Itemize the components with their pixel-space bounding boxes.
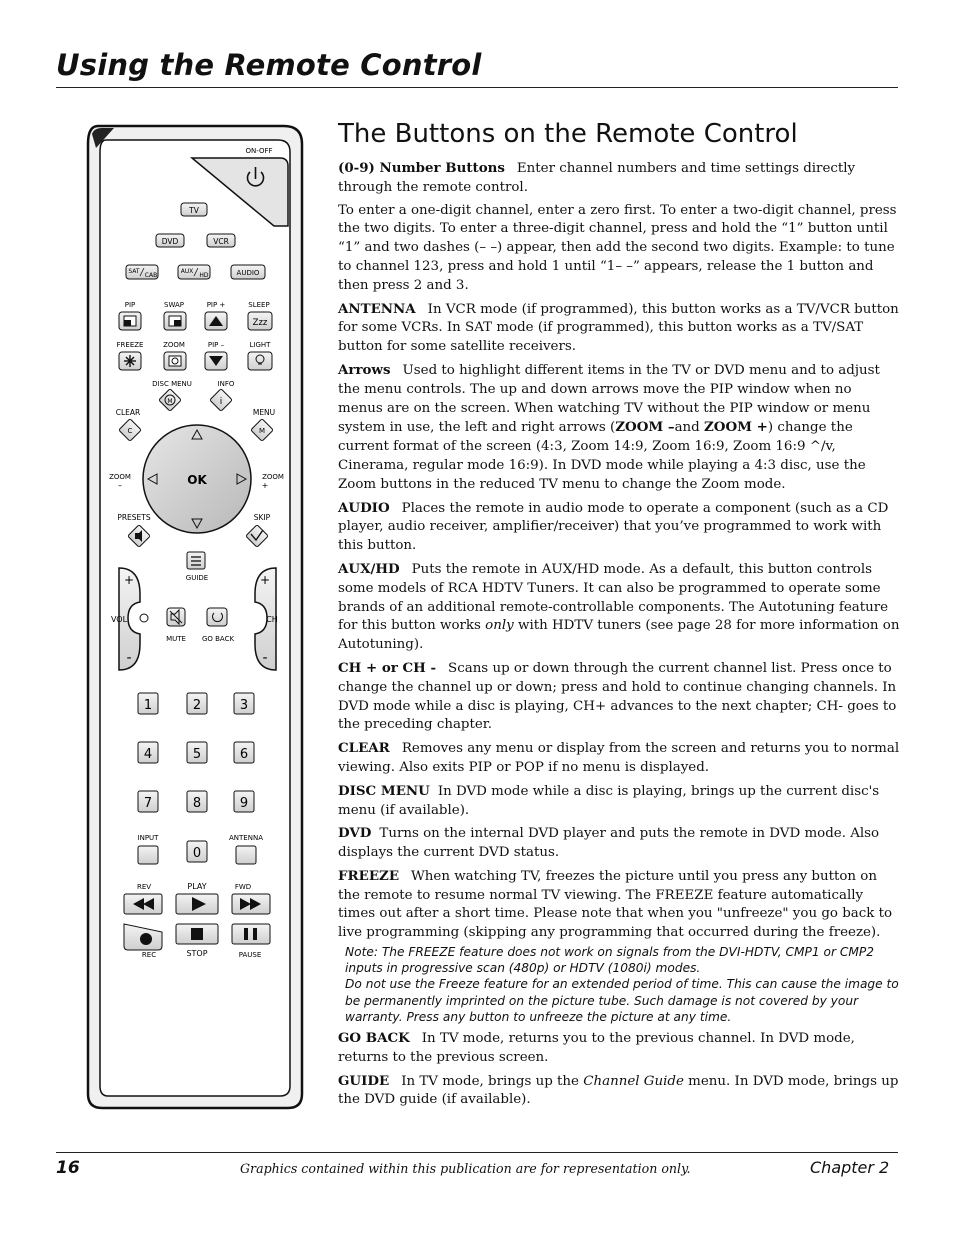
- rev-label: REV: [136, 883, 152, 891]
- aux-hd-entry: AUX/HD Puts the remote in AUX/HD mode. As a default, this button controls some models of RCA HDTV Tuners. It can also be programmed to operate some brands of an additional remote-controllable components. The Autotuning feature for this button works only with HDTV tuners (see page 28 for more information on Autotuning).: [338, 560, 900, 653]
- ch-entry: CH + or CH - Scans up or down through the current channel list. Press once to change the channel up or down; press and hold to continue changing channels. In DVD mode while a disc is playing, CH+ advances to the next chapter; CH- goes to the preceding chapter.: [338, 659, 897, 733]
- sat-cab-button[interactable]: [126, 265, 158, 279]
- digit-label: 8: [192, 796, 202, 811]
- footer-note: Graphics contained within this publication are for representation only.: [240, 1161, 691, 1176]
- guide-label: GUIDE: [185, 574, 209, 582]
- on-off-label: ON-OFF: [245, 147, 273, 155]
- vcr-button[interactable]: [207, 234, 235, 247]
- fwd-button[interactable]: [232, 894, 270, 914]
- svg-text:i: i: [219, 397, 223, 407]
- zoom-button[interactable]: [164, 352, 186, 370]
- zoom-plus-label: ZOOM: [262, 473, 284, 481]
- digit-9-button[interactable]: [234, 791, 254, 812]
- arrows-entry: Arrows Used to highlight different items in the TV or DVD menu and to adjust the menu controls. The up and down arrows move the PIP window when no menus are on the screen. When watching TV without the PIP window or menu system in use, the left and right arrows (ZOOM –and ZOOM +) change the current format of the screen (4:3, Zoom 14:9, Zoom 16:9, Zoom 16:9 ^/v, Cinerama, regular mode 16:9). In DVD mode while playing a 4:3 disc, use the Zoom buttons in the reduced TV menu to change the Zoom mode.: [338, 361, 880, 492]
- rec-label: REC: [141, 951, 157, 959]
- tv-button[interactable]: [181, 203, 207, 216]
- light-button[interactable]: [248, 352, 272, 370]
- svg-text:AUDIO: AUDIO: [236, 269, 260, 277]
- skip-label: SKIP: [253, 513, 271, 522]
- rev-button[interactable]: [124, 894, 162, 914]
- mute-label: MUTE: [166, 635, 186, 643]
- audio-entry: AUDIO Places the remote in audio mode to operate a component (such as a CD player, audio receiver, amplifier/receiver) that you’ve programmed to work with this button.: [338, 499, 889, 554]
- digit-label: 1: [143, 698, 153, 713]
- svg-text:SAT: SAT: [128, 268, 140, 275]
- info-label: INFO: [217, 380, 235, 388]
- go-back-label: GO BACK: [201, 635, 235, 643]
- sleep-button[interactable]: [248, 312, 272, 330]
- guide-entry: GUIDE In TV mode, brings up the Channel Guide menu. In DVD mode, brings up the DVD guide (if available).: [338, 1072, 899, 1108]
- page-header-title: Using the Remote Control: [56, 48, 482, 82]
- antenna-button[interactable]: [236, 846, 256, 864]
- stop-label: STOP: [186, 949, 208, 958]
- clear-entry: CLEAR Removes any menu or display from the screen and returns you to normal viewing. Also exits PIP or POP if no menu is displayed.: [338, 740, 900, 775]
- svg-text:CAB: CAB: [144, 272, 158, 279]
- digit-2-button[interactable]: [187, 693, 207, 714]
- digit-label: 6: [239, 747, 249, 762]
- digit-label: 4: [143, 747, 153, 762]
- digit-label: 2: [192, 698, 202, 713]
- antenna-label: ANTENNA: [229, 834, 263, 842]
- aux-hd-button[interactable]: [178, 265, 210, 279]
- input-button[interactable]: [138, 846, 158, 864]
- go-back-button[interactable]: [207, 608, 227, 626]
- guide-button[interactable]: [187, 552, 205, 569]
- play-label: PLAY: [187, 882, 207, 891]
- freeze-button[interactable]: [119, 352, 141, 370]
- freeze-note: Note: The FREEZE feature does not work on signals from the DVI-HDTV, CMP1 or CMP2 inputs in progressive scan (480p) or HDTV (1080i) modes. Do not use the Freeze feature for an extended period of time. This can cause the image to be permanently imprinted on the picture tube. Such damage is not covered by your warranty. Press any button to unfreeze the picture at any time.: [345, 945, 899, 1024]
- digit-label: 0: [192, 846, 202, 861]
- digit-5-button[interactable]: [187, 742, 207, 763]
- vol-label: VOL: [110, 615, 128, 624]
- svg-text:+: +: [261, 481, 269, 490]
- audio-button[interactable]: [231, 265, 265, 279]
- section-title: The Buttons on the Remote Control: [338, 119, 798, 149]
- svg-text:AUX: AUX: [180, 268, 194, 275]
- pip-up-button[interactable]: [205, 312, 227, 330]
- freeze-label: FREEZE: [116, 341, 144, 349]
- pip-label: PIP: [124, 301, 136, 309]
- svg-text:-: -: [262, 650, 268, 666]
- zoom-label: ZOOM: [163, 341, 185, 349]
- pause-button[interactable]: [232, 924, 270, 944]
- digit-8-button[interactable]: [187, 791, 207, 812]
- svg-text:TV: TV: [189, 206, 199, 215]
- presets-label: PRESETS: [117, 513, 151, 522]
- digit-6-button[interactable]: [234, 742, 254, 763]
- ok-label: OK: [187, 473, 207, 487]
- disc-menu-label: DISC MENU: [152, 380, 192, 388]
- svg-text:M: M: [258, 427, 266, 435]
- remote-control-illustration: [84, 124, 306, 1112]
- light-label: LIGHT: [249, 341, 271, 349]
- digit-0-button[interactable]: [187, 841, 207, 862]
- number-buttons-detail: To enter a one-digit channel, enter a zero first. To enter a two-digit channel, press the two digits. To enter a three-digit channel, press and hold the “1” button until “1” and two dashes (– –) appear, then add the second two digits. Example: to tune to channel 123, press and hold 1 until “1– –” appears, release the 1 button and then press 2 and 3.: [338, 202, 897, 293]
- fwd-label: FWD: [234, 883, 252, 891]
- footer-rule: [56, 1152, 898, 1153]
- svg-text:DVD: DVD: [161, 237, 179, 246]
- svg-text:+: +: [259, 573, 271, 587]
- mute-button[interactable]: [167, 608, 185, 626]
- navigation-pad[interactable]: [143, 425, 251, 533]
- digit-1-button[interactable]: [138, 693, 158, 714]
- svg-text:C: C: [127, 427, 133, 435]
- svg-text:HD: HD: [199, 272, 209, 279]
- swap-button[interactable]: [164, 312, 186, 330]
- digit-7-button[interactable]: [138, 791, 158, 812]
- stop-button[interactable]: [176, 924, 218, 944]
- ch-label: CH: [266, 615, 278, 624]
- swap-label: SWAP: [164, 301, 184, 309]
- svg-text:VCR: VCR: [213, 237, 229, 246]
- page-number: 16: [56, 1158, 80, 1178]
- digit-3-button[interactable]: [234, 693, 254, 714]
- svg-text:Zzz: Zzz: [252, 318, 268, 328]
- svg-text:+: +: [123, 573, 135, 587]
- sleep-label: SLEEP: [248, 301, 270, 309]
- digit-label: 7: [143, 796, 153, 811]
- clear-label: CLEAR: [115, 408, 141, 417]
- number-buttons-entry: (0-9) Number Buttons Enter channel numbers and time settings directly through the remote control.: [338, 160, 856, 195]
- disc-menu-entry: DISC MENU In DVD mode while a disc is playing, brings up the current disc's menu (if available).: [338, 782, 880, 818]
- digit-label: 3: [239, 698, 249, 713]
- dvd-button[interactable]: [156, 234, 184, 247]
- header-rule: [56, 87, 898, 88]
- dvd-entry: DVD Turns on the internal DVD player and puts the remote in DVD mode. Also displays the current DVD status.: [338, 825, 880, 861]
- play-button[interactable]: [176, 894, 218, 914]
- pip-button[interactable]: [119, 312, 141, 330]
- digit-4-button[interactable]: [138, 742, 158, 763]
- menu-label: MENU: [252, 408, 276, 417]
- button-descriptions: [338, 159, 900, 1114]
- freeze-entry: FREEZE When watching TV, freezes the picture until you press any button on the remote to resume normal TV viewing. The FREEZE feature automatically times out after a short time. Please note that when you "unfreeze" you go back to live programming (skipping any programming that occurred during the freeze).: [338, 867, 893, 941]
- input-label: INPUT: [137, 834, 159, 842]
- digit-label: 9: [239, 796, 249, 811]
- svg-text:M: M: [167, 398, 173, 405]
- pip-plus-label: PIP +: [206, 301, 226, 309]
- go-back-entry: GO BACK In TV mode, returns you to the previous channel. In DVD mode, returns to the previous screen.: [338, 1030, 855, 1065]
- pause-label: PAUSE: [238, 951, 262, 959]
- antenna-entry: ANTENNA In VCR mode (if programmed), this button works as a TV/VCR button for some VCRs. In SAT mode (if programmed), this button works as a TV/SAT button for some satellite receivers.: [338, 300, 899, 355]
- digit-label: 5: [192, 747, 202, 762]
- svg-text:-: -: [126, 650, 132, 666]
- zoom-minus-label: ZOOM: [109, 473, 131, 481]
- pip-minus-label: PIP –: [207, 341, 225, 349]
- svg-text:–: –: [118, 481, 122, 490]
- pip-down-button[interactable]: [205, 352, 227, 370]
- chapter-label: Chapter 2: [810, 1158, 890, 1177]
